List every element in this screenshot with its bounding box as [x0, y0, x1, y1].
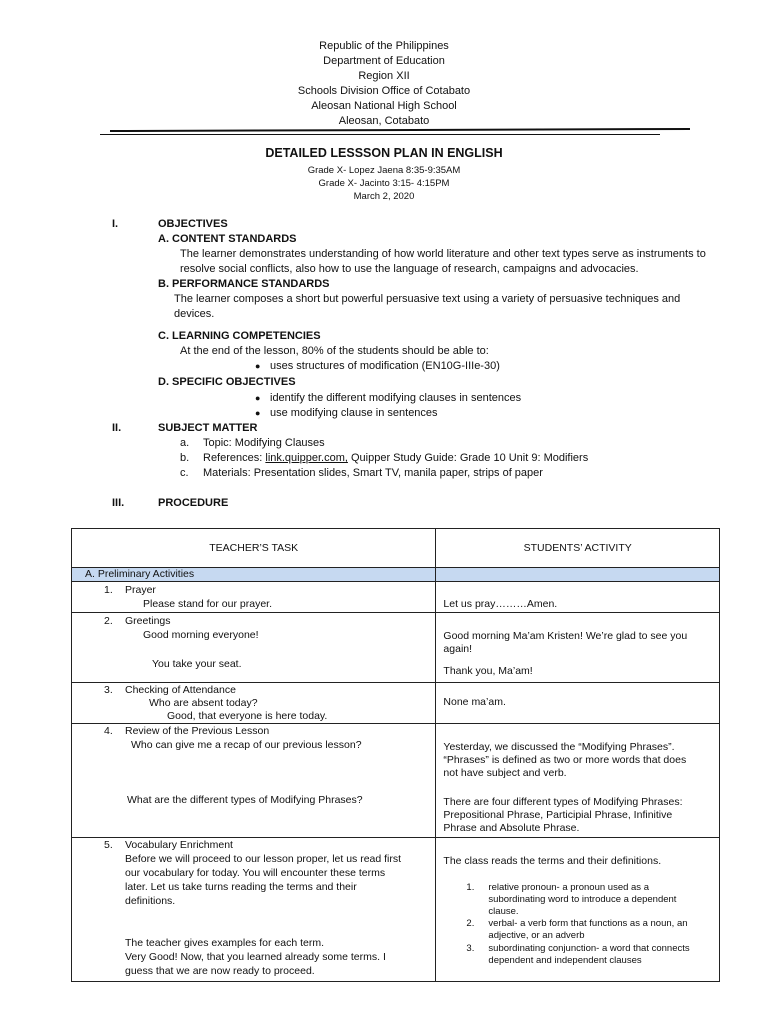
item-title: Greetings — [125, 615, 171, 627]
column-header-students: STUDENTS’ ACTIVITY — [436, 529, 720, 568]
schedule-line-1: Grade X- Lopez Jaena 8:35-9:35AM — [307, 165, 461, 176]
item-number: 3. — [104, 684, 113, 696]
header-division: Schools Division Office of Cotabato — [297, 85, 471, 97]
header-school: Aleosan National High School — [311, 100, 457, 112]
document-title: DETAILED LESSSON PLAN IN ENGLISH — [265, 146, 503, 160]
section-number-objectives: I. — [112, 218, 119, 230]
preliminary-activities-label: A. Preliminary Activities — [85, 568, 195, 580]
student-line: again! — [443, 643, 473, 655]
item-title: Vocabulary Enrichment — [125, 839, 233, 851]
item-title: Checking of Attendance — [125, 684, 236, 696]
teacher-line: You take your seat. — [152, 658, 242, 670]
teacher-line: Who are absent today? — [149, 697, 258, 709]
specific-objectives-label: D. SPECIFIC OBJECTIVES — [158, 376, 296, 388]
teacher-line: definitions. — [125, 895, 176, 907]
student-line: Yesterday, we discussed the “Modifying Phrases”. — [443, 741, 675, 753]
list-letter: c. — [180, 467, 189, 479]
bullet-icon: ● — [255, 361, 261, 371]
learning-competencies-label: C. LEARNING COMPETENCIES — [158, 330, 321, 342]
teacher-line: Very Good! Now, that you learned already some terms. I — [125, 951, 386, 963]
teacher-line: Good morning everyone! — [143, 629, 259, 641]
materials-text: Materials: Presentation slides, Smart TV, manila paper, strips of paper — [203, 467, 543, 479]
student-line: There are four different types of Modifying Phrases: — [443, 796, 683, 808]
list-letter: a. — [180, 437, 190, 449]
specific-objective-item: identify the different modifying clauses in sentences — [270, 392, 522, 404]
content-standards-label: A. CONTENT STANDARDS — [158, 233, 297, 245]
teacher-line: our vocabulary for today. You will encounter these terms — [125, 867, 386, 879]
procedure-table — [71, 528, 720, 982]
definition-line: clause. — [488, 906, 519, 917]
learning-competencies-intro: At the end of the lesson, 80% of the students should be able to: — [180, 345, 489, 357]
teacher-line: The teacher gives examples for each term. — [125, 937, 325, 949]
table-row-students — [436, 724, 720, 838]
student-line: Thank you, Ma’am! — [443, 665, 533, 677]
list-letter: b. — [180, 452, 190, 464]
references-link[interactable]: link.quipper.com, — [265, 452, 348, 464]
table-row-students — [436, 613, 720, 683]
performance-standards-label: B. PERFORMANCE STANDARDS — [158, 278, 330, 290]
student-line: None ma’am. — [443, 696, 506, 708]
competency-item: uses structures of modification (EN10G-IIIe-30) — [270, 360, 500, 372]
student-line: Let us pray………Amen. — [443, 598, 558, 610]
table-row-teacher — [72, 582, 436, 613]
item-number: 5. — [104, 839, 113, 851]
document-header — [0, 39, 768, 129]
teacher-line: Who can give me a recap of our previous lesson? — [131, 739, 362, 751]
item-number: 4. — [104, 725, 113, 737]
teacher-line: Before we will proceed to our lesson proper, let us read first — [125, 853, 402, 865]
topic-text: Topic: Modifying Clauses — [203, 437, 325, 449]
student-line: Prepositional Phrase, Participial Phrase, Infinitive — [443, 809, 673, 821]
definition-number: 2. — [466, 918, 475, 929]
item-title: Prayer — [125, 584, 156, 596]
content-standards-text-2: resolve social conflicts, also how to use the language of research, campaigns and advocacies. — [180, 263, 639, 275]
definition-line: subordinating word to introduce a dependent — [488, 894, 677, 905]
table-row-teacher — [72, 838, 436, 982]
definition-text — [488, 882, 676, 918]
definition-line: adjective, or an adverb — [488, 930, 585, 941]
header-department: Department of Education — [323, 55, 445, 67]
schedule-line-2: Grade X- Jacinto 3:15- 4:15PM — [318, 178, 450, 189]
student-line: Phrase and Absolute Phrase. — [443, 822, 580, 834]
table-row-students — [436, 683, 720, 724]
header-country: Republic of the Philippines — [319, 40, 449, 52]
student-line: The class reads the terms and their definitions. — [443, 855, 662, 867]
section-heading-subject-matter: SUBJECT MATTER — [158, 422, 258, 434]
definition-text — [488, 943, 689, 967]
table-row-teacher — [72, 724, 436, 838]
section-number-procedure: III. — [112, 497, 125, 509]
student-line: not have subject and verb. — [443, 767, 567, 779]
column-header-teacher: TEACHER’S TASK — [72, 529, 436, 568]
section-heading-objectives: OBJECTIVES — [158, 218, 228, 230]
table-row-students — [436, 838, 720, 982]
specific-objective-item: use modifying clause in sentences — [270, 407, 438, 419]
teacher-line: Good, that everyone is here today. — [167, 710, 328, 722]
definition-line: subordinating conjunction- a word that connects — [488, 943, 690, 954]
references-line — [203, 452, 588, 464]
header-divider-bottom — [100, 134, 660, 135]
preliminary-activities-blank — [436, 568, 720, 582]
teacher-line: What are the different types of Modifying Phrases? — [127, 794, 363, 806]
content-standards-text-1: The learner demonstrates understanding of how world literature and other text types serve as instruments to — [180, 248, 706, 260]
teacher-line: later. Let us take turns reading the terms and their — [125, 881, 357, 893]
student-line: “Phrases” is defined as two or more words that does — [443, 754, 687, 766]
performance-standards-text-2: devices. — [174, 308, 215, 320]
item-title: Review of the Previous Lesson — [125, 725, 270, 737]
definition-line: relative pronoun- a pronoun used as a — [488, 882, 649, 893]
student-line: Good morning Ma’am Kristen! We’re glad to see you — [443, 630, 688, 642]
section-heading-procedure: PROCEDURE — [158, 497, 229, 509]
definition-text — [488, 918, 687, 942]
header-location: Aleosan, Cotabato — [338, 115, 430, 127]
lesson-date: March 2, 2020 — [353, 191, 415, 202]
teacher-line: Please stand for our prayer. — [143, 598, 272, 610]
definition-line: verbal- a verb form that functions as a noun, an — [488, 918, 688, 929]
section-number-subject-matter: II. — [112, 422, 122, 434]
references-label: References: — [203, 452, 266, 464]
table-row-students — [436, 582, 720, 613]
bullet-icon: ● — [255, 393, 261, 403]
definition-line: dependent and independent clauses — [488, 955, 642, 966]
header-region: Region XII — [358, 70, 410, 82]
item-number: 1. — [104, 584, 113, 596]
definition-number: 1. — [466, 882, 475, 893]
bullet-icon: ● — [255, 408, 261, 418]
preliminary-activities-row — [72, 568, 436, 582]
performance-standards-text-1: The learner composes a short but powerful persuasive text using a variety of persuasive techniques and — [174, 293, 681, 305]
table-row-teacher — [72, 613, 436, 683]
teacher-line: guess that we are now ready to proceed. — [125, 965, 315, 977]
references-text: Quipper Study Guide: Grade 10 Unit 9: Modifiers — [347, 452, 589, 464]
table-row-teacher — [72, 683, 436, 724]
item-number: 2. — [104, 615, 113, 627]
definition-number: 3. — [466, 943, 475, 954]
